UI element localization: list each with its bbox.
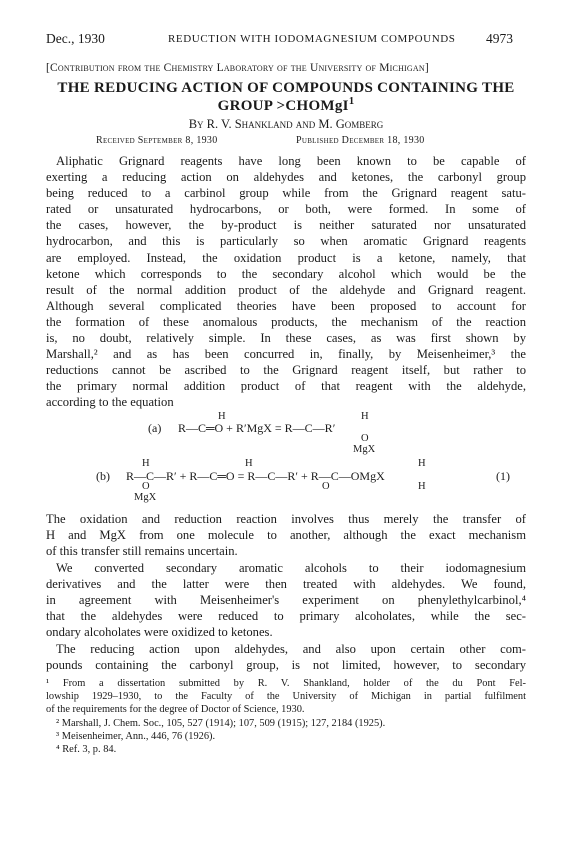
eq-a-h-left: H xyxy=(218,411,226,422)
text-line: ketone which corresponds to the secondary alcohol which would be the xyxy=(46,266,526,281)
eq-b-h-2: H xyxy=(245,458,253,469)
text-line: We converted secondary aromatic alcohols to their iodomagnesium xyxy=(56,561,526,575)
paragraph-1 xyxy=(46,153,526,411)
text-line: The reducing action upon aldehydes, and also upon certain other com- xyxy=(56,642,526,656)
text-line: Marshall,² and as has been concurred in, finally, by Meisenheimer,³ the xyxy=(46,347,526,362)
eq-b-mgx: MgX xyxy=(134,492,157,503)
text-line: in agreement with Meisenheimer's experiment on phenylethylcarbinol,⁴ xyxy=(46,593,526,608)
text-line: that the aldehydes were reduced to primary alcoholates, while the sec- xyxy=(46,609,526,624)
eq-b-main: R—C—R′ + R—C═O = R—C—R′ + R—C—OMgX xyxy=(126,469,385,483)
header-date: Dec., 1930 xyxy=(46,31,105,46)
paragraph-2 xyxy=(46,511,526,559)
title-footnote-mark: 1 xyxy=(348,96,355,107)
eq-b-o-1: O xyxy=(142,481,150,492)
text-line: H and MgX from one molecule to another, although the exact mechanism xyxy=(46,528,526,543)
eq-b-h-3: H xyxy=(418,458,426,469)
text-line: hydrocarbon, and this is particularly so when aromatic Grignard reagents xyxy=(46,234,526,249)
eq-b-h-bottom: H xyxy=(418,481,426,492)
header-page-number: 4973 xyxy=(486,31,513,46)
received-date: Received September 8, 1930 xyxy=(96,135,218,146)
text-line: Aliphatic Grignard reagents have long been known to be capable of xyxy=(56,154,526,168)
text-line: derivatives and the latter were then treated with aldehydes. We found, xyxy=(46,577,526,592)
footnote-4: ⁴ Ref. 3, p. 84. xyxy=(56,744,117,756)
footnote-1-line-1: ¹ From a dissertation submitted by R. V. Shankland, holder of the du Pont Fel- xyxy=(46,678,526,689)
text-line: reductions cannot be ascribed to the Grignard reagent itself, but rather to xyxy=(46,363,526,378)
footnote-1-line-2: lowship 1929–1930, to the Faculty of the University of Michigan in partial fulfilment xyxy=(46,691,526,703)
article-title xyxy=(46,79,526,115)
text-line: ondary alcoholates were oxidized to ketones. xyxy=(46,625,273,640)
authors-line: By R. V. Shankland and M. Gomberg xyxy=(188,117,384,131)
text-line: are employed. Instead, the oxidation product is a ketone, namely, that xyxy=(46,250,526,265)
footnotes xyxy=(46,677,526,756)
contribution-line: [Contribution from the Chemistry Laboratory of the University of Michigan] xyxy=(46,62,429,74)
text-line: Although several complicated theories have been proposed to account for xyxy=(46,298,526,313)
text-line: the formation of these anomalous products, the mechanism of the reaction xyxy=(46,314,526,329)
title-line-1: THE REDUCING ACTION OF COMPOUNDS CONTAINING THE xyxy=(57,80,515,96)
text-line: according to the equation xyxy=(46,395,174,410)
text-line: is, no doubt, relatively simple. In these cases, as was first shown by xyxy=(46,331,526,346)
header-running-title: REDUCTION WITH IODOMAGNESIUM COMPOUNDS xyxy=(168,33,456,45)
paragraph-4 xyxy=(46,641,526,673)
eq-b-number: (1) xyxy=(496,469,510,483)
eq-a-label: (a) xyxy=(148,421,162,435)
text-line: the primary normal addition product of that reagent with the aldehyde, xyxy=(46,379,526,394)
eq-a-h-right: H xyxy=(361,411,369,422)
eq-a-main: R—C═O + R′MgX = R—C—R′ xyxy=(178,421,336,435)
footnote-3: ³ Meisenheimer, Ann., 446, 76 (1926). xyxy=(56,730,216,742)
eq-b-label: (b) xyxy=(96,469,110,483)
text-line: exerting a reducing action on aldehydes and ketones, the carbonyl group xyxy=(46,170,526,185)
text-line: pounds containing the carbonyl group, is not limited, however, to secondary xyxy=(46,658,526,673)
published-date: Published December 18, 1930 xyxy=(296,135,425,146)
text-line: the cases, however, the by-product is neither saturated nor unsaturated xyxy=(46,218,526,233)
eq-b-o-2: O xyxy=(322,481,330,492)
eq-a-mgx: MgX xyxy=(353,444,376,455)
text-line: of this transfer still remains uncertain. xyxy=(46,544,238,559)
text-line: result of the normal addition product of the aldehyde and Grignard reagent. xyxy=(46,282,526,297)
footnote-1-line-3: of the requirements for the degree of Doctor of Science, 1930. xyxy=(46,704,305,716)
text-line: rated or unsaturated hydrocarbons, or both, were formed. In some of xyxy=(46,202,526,217)
eq-a-o: O xyxy=(361,433,369,444)
eq-b-h-1: H xyxy=(142,458,150,469)
paragraph-3 xyxy=(46,560,526,640)
text-line: The oxidation and reduction reaction involves thus merely the transfer of xyxy=(46,512,526,526)
title-line-2: GROUP >CHOMgI$^1$ xyxy=(217,96,355,114)
text-line: being reduced to a carbinol group while from the Grignard reagent satu- xyxy=(46,186,526,201)
footnote-2: ² Marshall, J. Chem. Soc., 105, 527 (1914); 107, 509 (1915); 127, 2184 (1925). xyxy=(56,717,386,729)
